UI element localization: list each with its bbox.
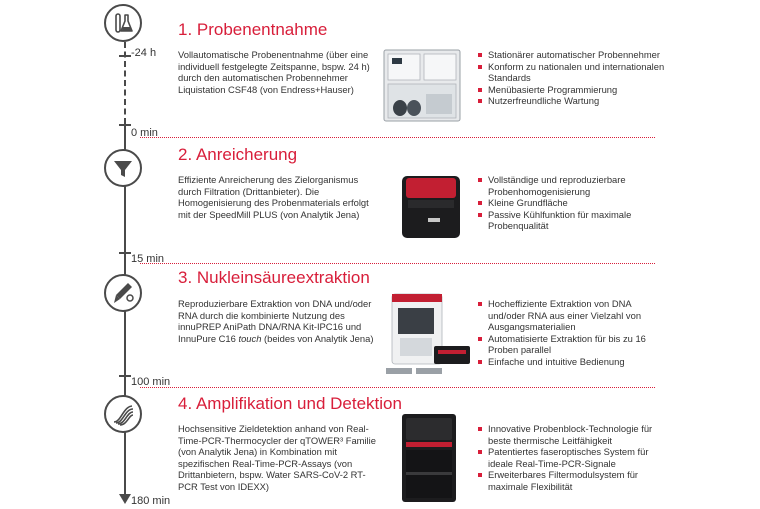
timeline-tick	[119, 252, 131, 254]
timeline-tick	[119, 375, 131, 377]
step-3-description-text-end: (beides von Analytik Jena)	[261, 332, 374, 344]
step-3-description	[178, 298, 378, 344]
step-2-description: Effiziente Anreicherung des Zielorganismus durch Filtration (Drittanbieter). Die Homogenisierung des Probenmaterials erfolgt mit der SpeedMill PLUS (von Analytik Jena)	[178, 174, 369, 220]
pipette-tube-icon	[104, 274, 142, 312]
bullet-item: Patentiertes faseroptisches System für ideale Real-Time-PCR-Signale	[478, 446, 668, 469]
step-3-title: 3. Nukleinsäureextraktion	[178, 268, 370, 287]
bullet-item: Einfache und intuitive Bedienung	[478, 356, 668, 368]
step-3-description-italic: touch	[238, 332, 262, 344]
time-label-0min: 0 min	[131, 127, 158, 139]
bullet-item: Hocheffiziente Extraktion von DNA und/oder RNA aus einer Vielzahl von Ausgangsmaterialien	[478, 298, 668, 333]
bullet-item: Vollständige und reproduzierbare Probenhomogenisierung	[478, 174, 668, 197]
bullet-item: Konform zu nationalen und internationalen Standards	[478, 61, 668, 84]
time-label-100min: 100 min	[131, 376, 171, 388]
section-divider	[140, 137, 655, 138]
automatic-sampler-cabinet	[382, 48, 462, 123]
time-label-minus-24h: -24 h	[131, 47, 157, 59]
bullet-item: Innovative Probenblock-Technologie für beste thermische Leitfähigkeit	[478, 423, 668, 446]
bullet-item: Stationärer automatischer Probennehmer	[478, 49, 668, 61]
timeline-tick	[119, 124, 131, 126]
step-4-description: Hochsensitive Zieldetektion anhand von Real-Time-PCR-Thermocycler der qTOWER³ Familie (von Analytik Jena) in Kombination mit spezifischen Real-Time-PCR-Assays (von Drittanbietern, bspw. Water SARS-CoV-2 RT-PCR Test von IDEXX)	[178, 423, 376, 492]
timeline-tick	[119, 55, 131, 57]
time-label-15min: 15 min	[131, 253, 165, 265]
step-1-bullets	[478, 49, 668, 107]
step-3-bullets	[478, 298, 668, 368]
extraction-instrument	[382, 290, 472, 378]
bullet-item: Passive Kühlfunktion für maximale Probenqualität	[478, 209, 668, 232]
time-label-180min: 180 min	[131, 495, 171, 507]
funnel-filter-icon	[104, 149, 142, 187]
step-1-description: Vollautomatische Probenentnahme (über eine individuell festgelegte Zeitspanne, bspw. 24 h) durch den automatischen Probennehmer Liquistation CSF48 (von Endress+Hauser)	[178, 49, 370, 95]
lab-flasks-icon	[104, 4, 142, 42]
step-4-title: 4. Amplifikation und Detektion	[178, 394, 402, 413]
timeline-arrow-head	[119, 494, 131, 504]
bullet-item: Kleine Grundfläche	[478, 197, 668, 209]
bullet-item: Erweiterbares Filtermodulsystem für maximale Flexibilität	[478, 469, 668, 492]
step-2-title: 2. Anreicherung	[178, 145, 298, 164]
pcr-thermocycler	[396, 412, 462, 504]
step-4-bullets	[478, 423, 668, 493]
amplification-curves-icon	[104, 395, 142, 433]
section-divider	[140, 387, 655, 388]
step-2-bullets	[478, 174, 668, 232]
homogenizer-device	[398, 170, 464, 242]
bullet-item: Nutzerfreundliche Wartung	[478, 95, 668, 107]
bullet-item: Menübasierte Programmierung	[478, 84, 668, 96]
step-1-title: 1. Probenentnahme	[178, 20, 328, 39]
bullet-item: Automatisierte Extraktion für bis zu 16 Proben parallel	[478, 333, 668, 356]
section-divider	[140, 263, 655, 264]
step-3-description-text: Reproduzierbare Extraktion von DNA und/oder RNA durch die kombinierte Nutzung des innuPREP AniPath DNA/RNA Kit-IPC16 und InnuPure C16	[178, 298, 372, 344]
